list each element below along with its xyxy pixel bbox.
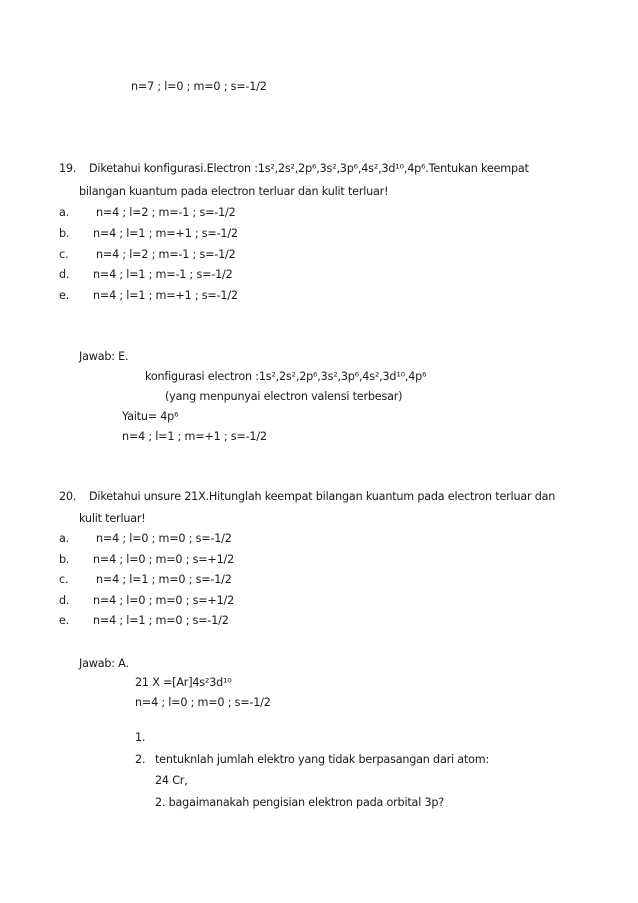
q19-answer-line1: konfigurasi electron :1s²,2s²,2p⁶,3s²,3p⁶,4s²,3d¹⁰,4p⁶ xyxy=(145,370,427,383)
q20-option-b-text: n=4 ; l=0 ; m=0 ; s=+1/2 xyxy=(93,553,234,566)
q20-answer-label: Jawab: A. xyxy=(79,657,129,670)
q19-answer-label: Jawab: E. xyxy=(79,350,129,363)
q19-option-d-text: n=4 ; l=1 ; m=-1 ; s=-1/2 xyxy=(93,268,233,281)
q19-text-line1: Diketahui konfigurasi.Electron :1s²,2s²,2p⁶,3s²,3p⁶,4s²,3d¹⁰,4p⁶.Tentukan keempat xyxy=(89,162,529,175)
q20-option-d-text: n=4 ; l=0 ; m=0 ; s=+1/2 xyxy=(93,594,234,607)
q20-option-a-letter: a. xyxy=(59,532,70,545)
q20-option-e-letter: e. xyxy=(59,614,70,627)
q19-option-a-text: n=4 ; l=2 ; m=-1 ; s=-1/2 xyxy=(96,206,236,219)
q19-option-b-letter: b. xyxy=(59,227,70,240)
q19-option-e-text: n=4 ; l=1 ; m=+1 ; s=-1/2 xyxy=(93,289,238,302)
q20-option-d-letter: d. xyxy=(59,594,70,607)
q19-number: 19. xyxy=(59,162,77,175)
q20-answer-line2: n=4 ; l=0 ; m=0 ; s=-1/2 xyxy=(135,696,271,709)
extra-item2-number: 2. xyxy=(135,753,146,766)
q19-option-b-text: n=4 ; l=1 ; m=+1 ; s=-1/2 xyxy=(93,227,238,240)
q19-option-a-letter: a. xyxy=(59,206,70,219)
q20-option-b-letter: b. xyxy=(59,553,70,566)
q20-text-line1: Diketahui unsure 21X.Hitunglah keempat bilangan kuantum pada electron terluar dan xyxy=(89,490,556,503)
q20-text-line2: kulit terluar! xyxy=(79,512,146,525)
extra-item2-text: tentuknlah jumlah elektro yang tidak berpasangan dari atom: xyxy=(155,753,490,766)
q19-text-line2: bilangan kuantum pada electron terluar dan kulit terluar! xyxy=(79,185,389,198)
q19-option-c-text: n=4 ; l=2 ; m=-1 ; s=-1/2 xyxy=(96,248,236,261)
q20-answer-line1: 21 X =[Ar]4s²3d¹⁰ xyxy=(135,676,232,689)
extra-sub-line1: 24 Cr, xyxy=(155,774,188,787)
q19-option-c-letter: c. xyxy=(59,248,69,261)
extra-item1-number: 1. xyxy=(135,731,146,744)
q19-answer-line4: n=4 ; l=1 ; m=+1 ; s=-1/2 xyxy=(122,430,267,443)
top-answer-line: n=7 ; l=0 ; m=0 ; s=-1/2 xyxy=(131,80,267,93)
q20-option-c-letter: c. xyxy=(59,573,69,586)
q20-option-e-text: n=4 ; l=1 ; m=0 ; s=-1/2 xyxy=(93,614,229,627)
extra-sub-line2: 2. bagaimanakah pengisian elektron pada orbital 3p? xyxy=(155,796,445,809)
q20-option-a-text: n=4 ; l=0 ; m=0 ; s=-1/2 xyxy=(96,532,232,545)
q19-option-d-letter: d. xyxy=(59,268,70,281)
q20-option-c-text: n=4 ; l=1 ; m=0 ; s=-1/2 xyxy=(96,573,232,586)
q19-option-e-letter: e. xyxy=(59,289,70,302)
q19-answer-line2: (yang menpunyai electron valensi terbesar) xyxy=(165,390,403,403)
q20-number: 20. xyxy=(59,490,77,503)
q19-answer-line3: Yaitu= 4p⁶ xyxy=(122,410,179,423)
